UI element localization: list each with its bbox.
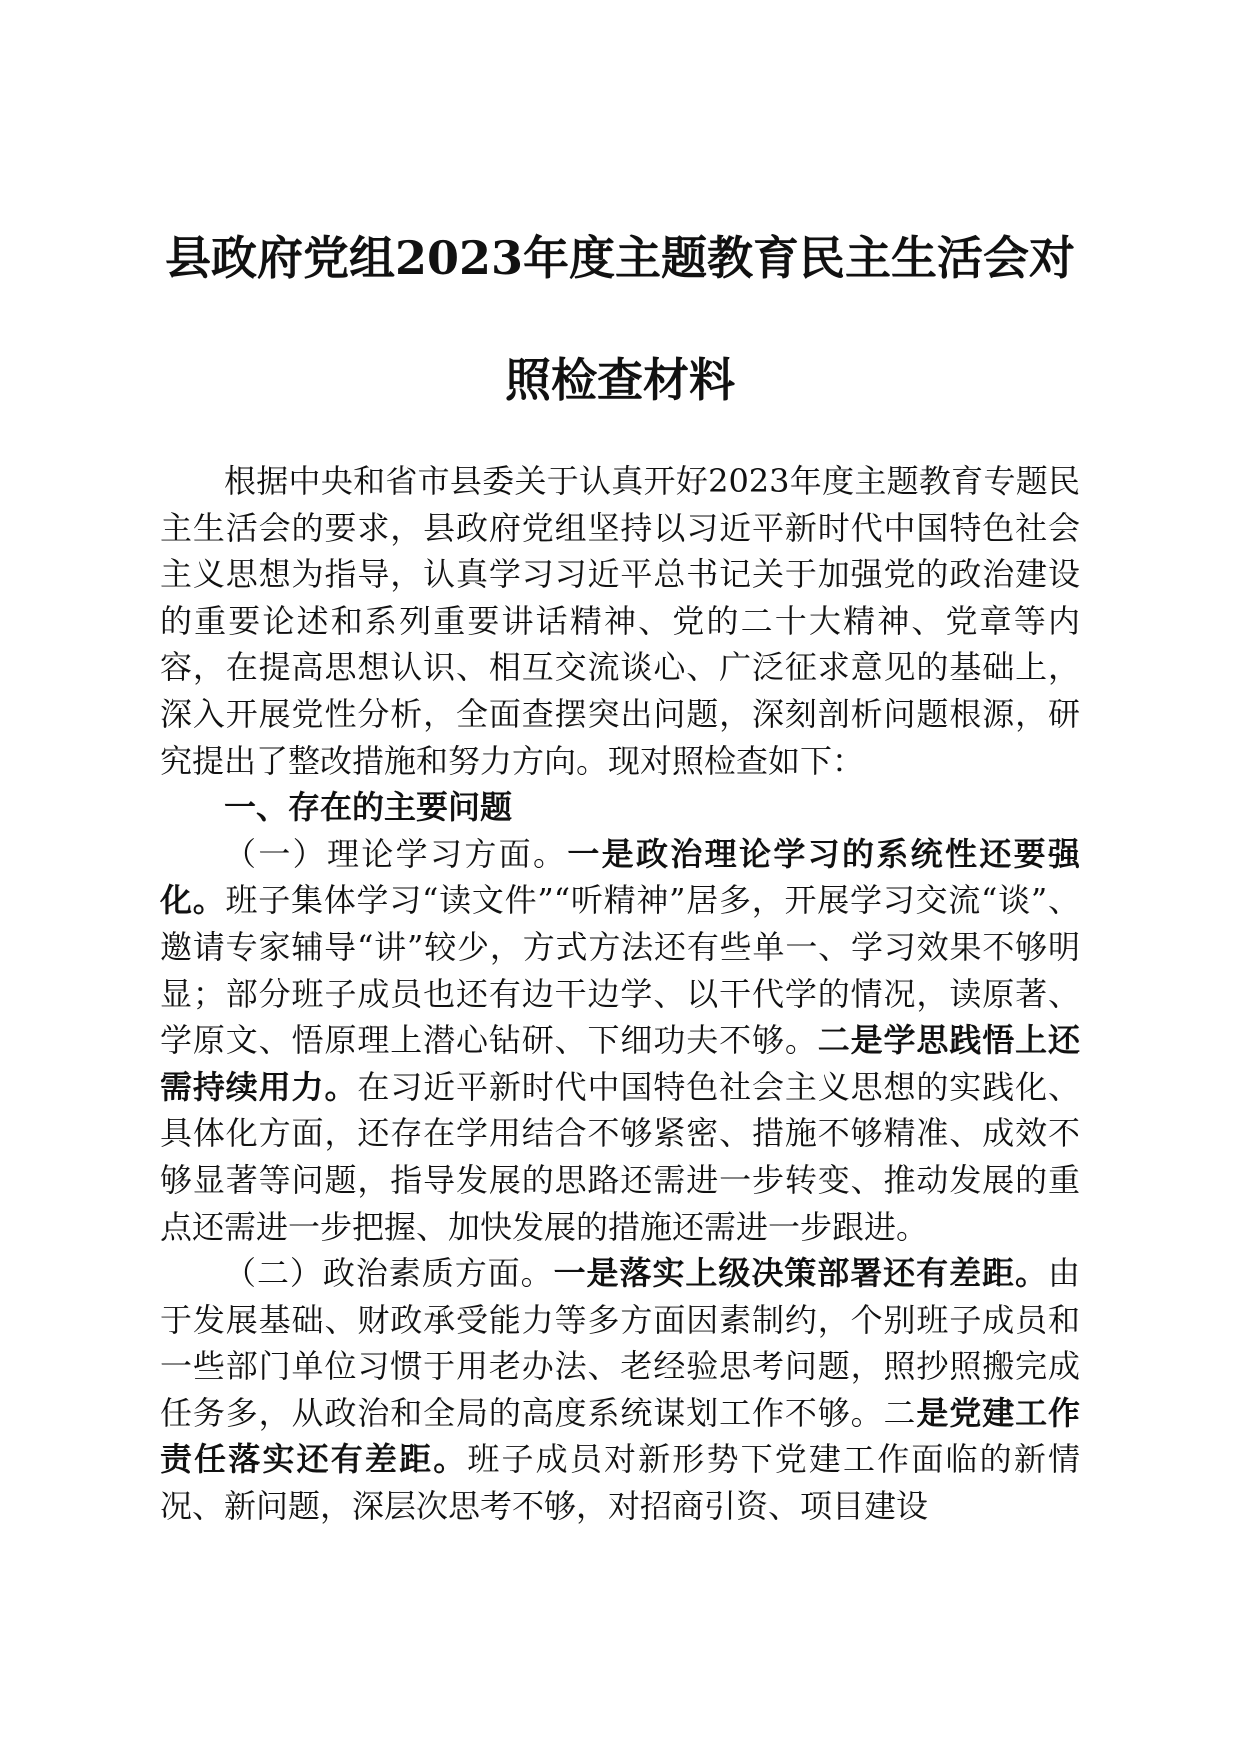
document-title-line-2: 照检查材料 xyxy=(505,353,735,407)
subsection-label: （二）政治素质方面。 xyxy=(224,1254,554,1293)
point-text: 在习近平新时代中国特色社会主义思想的实践化、具体化方面，还存在学用结合不够紧密、措施不够精准、成效不够显著等问题，指导发展的思路还需进一步转变、推动发展的重点还需进一步把握、加快发展的措施还需进一步跟进。 xyxy=(160,1067,1080,1246)
document-body xyxy=(160,458,1080,1530)
bold-point: 二是学思践悟上还需持续用力。 xyxy=(160,1021,1080,1106)
subsection-label: （一）理论学习方面。 xyxy=(224,834,568,873)
document-title-line-1: 县政府党组2023年度主题教育民主生活会对 xyxy=(164,231,1076,285)
bold-point: 一是落实上级决策部署还有差距。 xyxy=(553,1254,1048,1293)
point-text: 班子成员对新形势下党建工作面临的新情况、新问题，深层次思考不够，对招商引资、项目建设 xyxy=(160,1440,1080,1526)
paragraph-political-quality xyxy=(160,1250,1080,1530)
bold-point: 是党建工作责任落实还有差距。 xyxy=(160,1393,1080,1479)
point-text: 由于发展基础、财政承受能力等多方面因素制约，个别班子成员和一些部门单位习惯于用老办法、老经验思考问题，照抄照搬完成任务多，从政治和全局的高度系统谋划工作不够。二 xyxy=(160,1254,1080,1432)
bold-point: 一是政治理论学习的系统性还要强化。 xyxy=(160,834,1080,920)
paragraph-theory-study xyxy=(160,831,1080,1250)
point-text: 班子集体学习“读文件”“听精神”居多，开展学习交流“谈”、邀请专家辅导“讲”较少，方式方法还有些单一、学习效果不够明显；部分班子成员也还有边干边学、以干代学的情况，读原著、学原文、悟原理上潜心钻研、下细功夫不够。 xyxy=(160,881,1080,1060)
intro-paragraph: 根据中央和省市县委关于认真开好2023年度主题教育专题民主生活会的要求，县政府党组坚持以习近平新时代中国特色社会主义思想为指导，认真学习习近平总书记关于加强党的政治建设的重要论述和系列重要讲话精神、党的二十大精神、党章等内容，在提高思想认识、相互交流谈心、广泛征求意见的基础上，深入开展党性分析，全面查摆突出问题，深刻剖析问题根源，研究提出了整改措施和努力方向。现对照检查如下： xyxy=(160,462,1080,780)
section-heading-problems: 一、存在的主要问题 xyxy=(224,788,513,827)
